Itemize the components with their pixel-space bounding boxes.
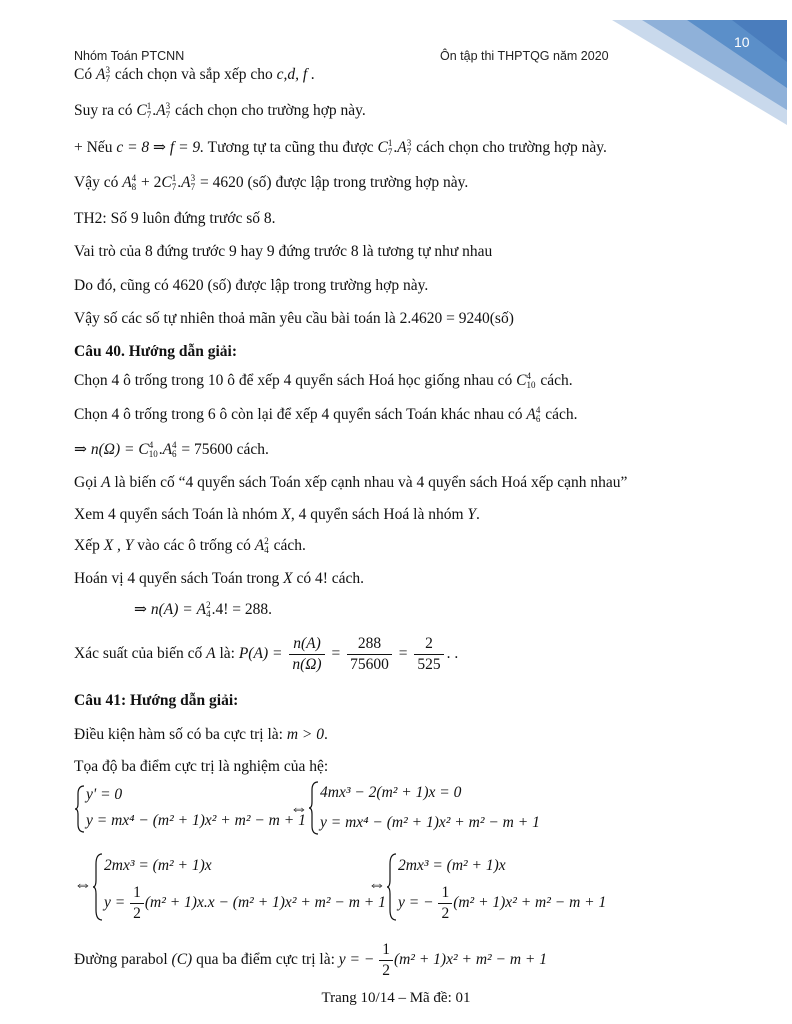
question-41-title: Câu 41: Hướng dẫn giải: bbox=[74, 692, 239, 709]
text-line: Chọn 4 ô trống trong 6 ô còn lại để xếp 4 quyển sách Toán khác nhau có A 4 6 cách. bbox=[74, 405, 578, 425]
equation: y = − $\frac{1}{2}$ (m² + 1)x² + m² − m + 1 bbox=[398, 884, 607, 922]
probability-line: Xác suất của biến cố A là: P(A) = $\frac{n(A)}{n(\Omega)}$ = $\frac{288}{75600}$ = $\frac{2}{525}$ . . bbox=[74, 635, 459, 673]
corner-triangle-decoration bbox=[612, 0, 792, 130]
text-line: Vậy số các số tự nhiên thoả mãn yêu cầu bài toán là 2.4620 = 9240(số) bbox=[74, 310, 514, 327]
page-number: 10 bbox=[734, 34, 750, 50]
text-line: Xem 4 quyển sách Toán là nhóm X, 4 quyển sách Hoá là nhóm Y. bbox=[74, 506, 480, 523]
equation: y = $\frac{1}{2}$ (m² + 1)x.x − (m² + 1)x² + m² − m + 1 bbox=[104, 884, 386, 922]
header-right: Ôn tập thi THPTQG năm 2020 bbox=[440, 49, 609, 63]
text-line: TH2: Số 9 luôn đứng trước số 8. bbox=[74, 210, 276, 227]
left-brace bbox=[92, 852, 104, 922]
equation: y = mx⁴ − (m² + 1)x² + m² − m + 1 bbox=[320, 814, 540, 831]
text-line: Vai trò của 8 đứng trước 9 hay 9 đứng trước 8 là tương tự như nhau bbox=[74, 243, 493, 260]
left-brace bbox=[386, 852, 398, 922]
text-line: Có A 3 7 cách chọn và sắp xếp cho c,d, f . bbox=[74, 65, 315, 85]
text-line: Xếp X , Y vào các ô trống có A 2 4 cách. bbox=[74, 536, 306, 556]
text-line: + Nếu c = 8 ⇒ f = 9. Tương tự ta cũng thu được C 1 7 .A 3 7 cách chọn cho trường hợp này. bbox=[74, 138, 607, 158]
equation: 2mx³ = (m² + 1)x bbox=[398, 857, 506, 874]
question-40-title: Câu 40. Hướng dẫn giải: bbox=[74, 343, 238, 360]
text-line: Điều kiện hàm số có ba cực trị là: m > 0. bbox=[74, 726, 328, 743]
parabola-line: Đường parabol (C) qua ba điểm cực trị là: y = − $\frac{1}{2}$ (m² + 1)x² + m² − m + 1 bbox=[74, 941, 548, 979]
equation: y' = 0 bbox=[86, 786, 123, 803]
left-brace bbox=[308, 780, 320, 836]
text-line: Tọa độ ba điểm cực trị là nghiệm của hệ: bbox=[74, 758, 329, 775]
equivalence-arrow: ⇔ bbox=[74, 874, 92, 894]
text-line: Hoán vị 4 quyển sách Toán trong X có 4! cách. bbox=[74, 570, 365, 587]
page-footer: Trang 10/14 – Mã đề: 01 bbox=[321, 990, 471, 1006]
text-line: Suy ra có C 1 7 .A 3 7 cách chọn cho trường hợp này. bbox=[74, 101, 366, 121]
text-line: Do đó, cũng có 4620 (số) được lập trong trường hợp này. bbox=[74, 277, 429, 294]
equation: 2mx³ = (m² + 1)x bbox=[104, 857, 212, 874]
header-left: Nhóm Toán PTCNN bbox=[74, 49, 185, 63]
equivalence-arrow: ⇔ bbox=[368, 874, 386, 894]
text-line: Chọn 4 ô trống trong 10 ô để xếp 4 quyển sách Hoá học giống nhau có C 4 10 cách. bbox=[74, 371, 573, 391]
text-line: Vậy có A 4 8 + 2C 1 7 .A 3 7 = 4620 (số) được lập trong trường hợp này. bbox=[74, 173, 469, 193]
equivalence-arrow: ⇔ bbox=[290, 798, 308, 818]
text-line: Gọi A là biến cố “4 quyển sách Toán xếp cạnh nhau và 4 quyển sách Hoá xếp cạnh nhau” bbox=[74, 474, 628, 491]
text-line: ⇒ n(Ω) = C 4 10 .A 4 6 = 75600 cách. bbox=[74, 440, 269, 460]
left-brace bbox=[74, 784, 86, 834]
text-line: ⇒ n(A) = A 2 4 .4! = 288. bbox=[134, 600, 272, 620]
equation: 4mx³ − 2(m² + 1)x = 0 bbox=[320, 784, 462, 801]
equation: y = mx⁴ − (m² + 1)x² + m² − m + 1 bbox=[86, 812, 306, 829]
